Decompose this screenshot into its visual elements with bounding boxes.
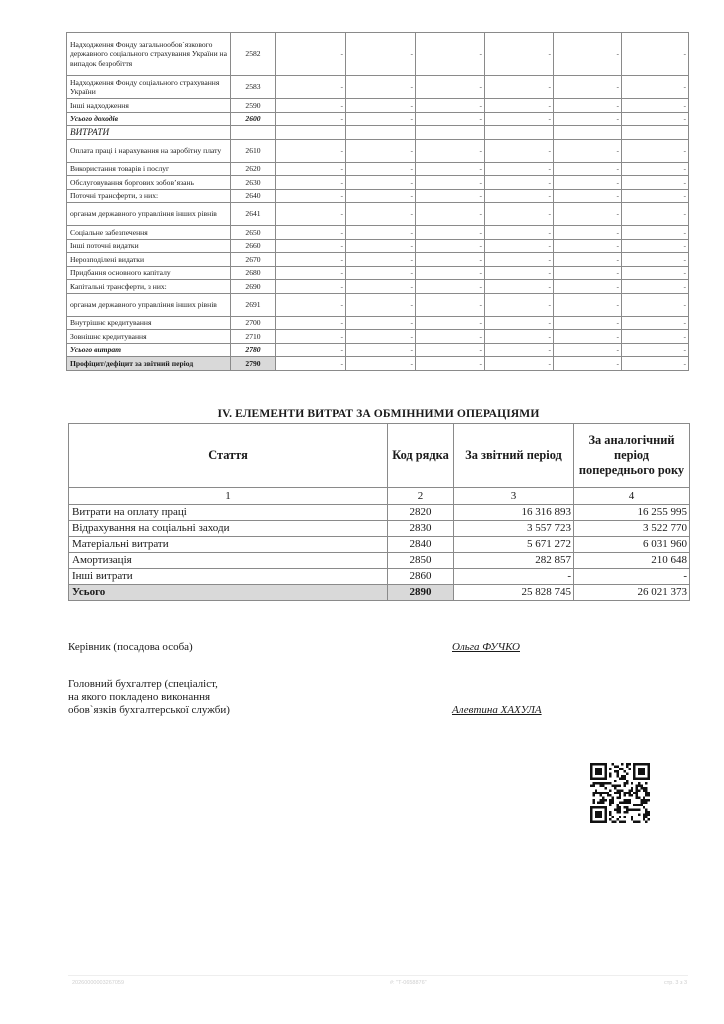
row-label: Придбання основного капіталу <box>67 266 231 280</box>
table-header-row <box>69 424 690 488</box>
row-value: - <box>554 203 622 226</box>
row-label: Внутрішнє кредитування <box>67 316 231 330</box>
row-value: - <box>416 226 485 240</box>
row-value: - <box>346 343 416 357</box>
row-code: 2840 <box>388 537 454 553</box>
row-code: 2890 <box>388 585 454 601</box>
table-row <box>69 585 690 601</box>
row-code: 2620 <box>231 162 276 176</box>
row-value: - <box>554 293 622 316</box>
footer-page-number: стр. 3 з 3 <box>664 980 688 986</box>
row-value: - <box>485 203 554 226</box>
row-label: Відрахування на соціальні заходи <box>69 521 388 537</box>
row-label: Капітальні трансферти, з них: <box>67 280 231 294</box>
row-value: - <box>485 316 554 330</box>
table-row <box>69 553 690 569</box>
row-value: - <box>485 357 554 371</box>
row-value: - <box>416 280 485 294</box>
row-value: - <box>276 239 346 253</box>
row-code: 2690 <box>231 280 276 294</box>
row-value: - <box>346 293 416 316</box>
row-value: - <box>416 203 485 226</box>
row-value: - <box>622 280 689 294</box>
row-value: - <box>346 239 416 253</box>
table-row <box>67 176 689 190</box>
previous-period-value: 6 031 960 <box>574 537 690 553</box>
row-value: - <box>276 189 346 203</box>
row-value: - <box>622 239 689 253</box>
header-row-code: Код рядка <box>388 424 454 488</box>
row-value: - <box>416 239 485 253</box>
qr-code-icon <box>590 763 650 823</box>
table-row <box>67 293 689 316</box>
row-value: - <box>346 176 416 190</box>
row-label: Надходження Фонду соціального страхування України <box>67 76 231 99</box>
row-value: - <box>416 316 485 330</box>
row-label: Усього <box>69 585 388 601</box>
row-value: - <box>416 253 485 267</box>
row-value: - <box>485 33 554 76</box>
row-value: - <box>346 357 416 371</box>
row-value: - <box>554 176 622 190</box>
row-value: - <box>485 76 554 99</box>
expense-elements-table <box>68 423 690 601</box>
row-value: - <box>622 357 689 371</box>
row-value: - <box>622 99 689 113</box>
row-value: - <box>554 189 622 203</box>
row-value: - <box>416 162 485 176</box>
row-label: Соціальне забезпечення <box>67 226 231 240</box>
row-value: - <box>416 99 485 113</box>
row-label: Використання товарів і послуг <box>67 162 231 176</box>
row-code: 2583 <box>231 76 276 99</box>
row-code: 2670 <box>231 253 276 267</box>
row-label: Витрати на оплату праці <box>69 505 388 521</box>
row-value: - <box>416 189 485 203</box>
row-value: - <box>276 76 346 99</box>
row-value <box>346 126 416 140</box>
row-value: - <box>276 139 346 162</box>
table-row <box>69 521 690 537</box>
table-row <box>69 505 690 521</box>
row-label: Поточні трансферти, з них: <box>67 189 231 203</box>
row-code: 2610 <box>231 139 276 162</box>
row-code: 2590 <box>231 99 276 113</box>
row-value <box>554 126 622 140</box>
row-code: 2780 <box>231 343 276 357</box>
row-value: - <box>276 253 346 267</box>
row-value: - <box>276 330 346 344</box>
table-row <box>67 189 689 203</box>
row-value: - <box>346 139 416 162</box>
row-value: - <box>485 139 554 162</box>
table-row <box>67 280 689 294</box>
row-value: - <box>276 162 346 176</box>
current-period-value: - <box>454 569 574 585</box>
column-number: 2 <box>388 488 454 505</box>
previous-period-value: 210 648 <box>574 553 690 569</box>
row-value: - <box>485 112 554 126</box>
header-article: Стаття <box>69 424 388 488</box>
table-row <box>67 33 689 76</box>
row-value: - <box>346 316 416 330</box>
row-label: Профіцит/дефіцит за звітний період <box>67 357 231 371</box>
row-value: - <box>554 316 622 330</box>
row-label: Надходження Фонду загальнообов`язкового державного соціального страхування України на випадок безробіття <box>67 33 231 76</box>
row-value: - <box>346 280 416 294</box>
row-value: - <box>416 357 485 371</box>
footer-reference: #: "Т-0658876" <box>390 980 427 986</box>
row-value: - <box>485 99 554 113</box>
table-row <box>67 253 689 267</box>
table-row <box>67 76 689 99</box>
row-value: - <box>622 343 689 357</box>
previous-period-value: - <box>574 569 690 585</box>
row-value <box>622 126 689 140</box>
row-label: Оплата праці і нарахування на заробітну плату <box>67 139 231 162</box>
row-value: - <box>276 226 346 240</box>
column-numbers-row <box>69 488 690 505</box>
row-label: Усього витрат <box>67 343 231 357</box>
row-value: - <box>554 239 622 253</box>
previous-period-value: 26 021 373 <box>574 585 690 601</box>
section-iv-title: IV. ЕЛЕМЕНТИ ВИТРАТ ЗА ОБМІННИМИ ОПЕРАЦІЯМИ <box>217 407 540 420</box>
row-value: - <box>554 253 622 267</box>
row-value: - <box>622 253 689 267</box>
row-code: 2850 <box>388 553 454 569</box>
row-label: органам державного управління інших рівнів <box>67 203 231 226</box>
row-value: - <box>416 330 485 344</box>
row-value: - <box>416 176 485 190</box>
table-row <box>67 266 689 280</box>
table-row <box>67 239 689 253</box>
row-code: 2691 <box>231 293 276 316</box>
row-value: - <box>276 33 346 76</box>
row-value: - <box>485 226 554 240</box>
row-value: - <box>622 226 689 240</box>
table-row <box>67 330 689 344</box>
row-value: - <box>622 139 689 162</box>
row-value: - <box>622 76 689 99</box>
row-value: - <box>554 280 622 294</box>
table-row <box>67 203 689 226</box>
row-value: - <box>346 226 416 240</box>
row-value: - <box>346 162 416 176</box>
row-value: - <box>416 139 485 162</box>
row-value: - <box>485 266 554 280</box>
row-value: - <box>346 203 416 226</box>
row-value: - <box>485 239 554 253</box>
row-value: - <box>346 112 416 126</box>
row-value: - <box>416 293 485 316</box>
row-code: 2660 <box>231 239 276 253</box>
row-code: 2600 <box>231 112 276 126</box>
row-label: Інші витрати <box>69 569 388 585</box>
row-label: органам державного управління інших рівнів <box>67 293 231 316</box>
row-value: - <box>346 330 416 344</box>
row-code: 2650 <box>231 226 276 240</box>
row-value: - <box>276 176 346 190</box>
row-value <box>276 126 346 140</box>
row-label: Інші поточні видатки <box>67 239 231 253</box>
row-value: - <box>622 293 689 316</box>
row-value: - <box>485 330 554 344</box>
row-value: - <box>485 176 554 190</box>
row-value: - <box>416 33 485 76</box>
accountant-title-line: на якого покладено виконання <box>68 691 211 703</box>
row-value: - <box>485 162 554 176</box>
row-value: - <box>346 253 416 267</box>
row-value: - <box>346 99 416 113</box>
table-row <box>67 316 689 330</box>
row-value: - <box>622 176 689 190</box>
column-number: 1 <box>69 488 388 505</box>
column-number: 4 <box>574 488 690 505</box>
financial-results-table <box>66 32 689 371</box>
accountant-title-line: Головний бухгалтер (спеціаліст, <box>68 678 218 690</box>
table-row <box>69 569 690 585</box>
row-label: Усього доходів <box>67 112 231 126</box>
row-value: - <box>276 280 346 294</box>
footer-divider <box>68 975 688 976</box>
row-value: - <box>554 357 622 371</box>
row-value: - <box>485 189 554 203</box>
head-name: Ольга ФУЧКО <box>452 641 520 653</box>
row-code: 2820 <box>388 505 454 521</box>
row-label: ВИТРАТИ <box>67 126 231 140</box>
row-value: - <box>554 33 622 76</box>
table-row <box>67 112 689 126</box>
row-code: 2582 <box>231 33 276 76</box>
row-value: - <box>485 343 554 357</box>
row-value: - <box>276 203 346 226</box>
table-row <box>67 139 689 162</box>
row-value: - <box>554 112 622 126</box>
row-value: - <box>554 162 622 176</box>
table-row <box>67 162 689 176</box>
row-value: - <box>276 357 346 371</box>
row-value: - <box>346 76 416 99</box>
row-value: - <box>485 253 554 267</box>
head-title: Керівник (посадова особа) <box>68 641 193 653</box>
row-value: - <box>622 316 689 330</box>
row-value: - <box>276 266 346 280</box>
row-code <box>231 126 276 140</box>
row-code: 2790 <box>231 357 276 371</box>
row-value: - <box>622 33 689 76</box>
previous-period-value: 16 255 995 <box>574 505 690 521</box>
current-period-value: 16 316 893 <box>454 505 574 521</box>
row-code: 2710 <box>231 330 276 344</box>
footer-document-id: 20260000003267059 <box>72 980 125 986</box>
accountant-name: Алевтина ХАХУЛА <box>452 704 542 716</box>
row-value: - <box>554 99 622 113</box>
row-value: - <box>622 112 689 126</box>
row-value: - <box>276 99 346 113</box>
row-value: - <box>485 293 554 316</box>
row-code: 2830 <box>388 521 454 537</box>
row-value: - <box>416 76 485 99</box>
row-value: - <box>622 162 689 176</box>
row-value: - <box>554 343 622 357</box>
row-value: - <box>622 203 689 226</box>
row-value: - <box>554 330 622 344</box>
row-value <box>485 126 554 140</box>
row-value: - <box>346 266 416 280</box>
current-period-value: 25 828 745 <box>454 585 574 601</box>
row-code: 2630 <box>231 176 276 190</box>
row-value: - <box>622 266 689 280</box>
row-value: - <box>485 280 554 294</box>
row-label: Матеріальні витрати <box>69 537 388 553</box>
row-value: - <box>554 139 622 162</box>
previous-period-value: 3 522 770 <box>574 521 690 537</box>
row-label: Нерозподілені видатки <box>67 253 231 267</box>
row-value: - <box>416 343 485 357</box>
header-current-period: За звітний період <box>454 424 574 488</box>
accountant-title-line: обов`язків бухгалтерської служби) <box>68 704 230 716</box>
row-code: 2640 <box>231 189 276 203</box>
current-period-value: 3 557 723 <box>454 521 574 537</box>
row-code: 2680 <box>231 266 276 280</box>
table-row <box>67 226 689 240</box>
row-label: Інші надходження <box>67 99 231 113</box>
current-period-value: 282 857 <box>454 553 574 569</box>
row-value: - <box>622 330 689 344</box>
row-code: 2641 <box>231 203 276 226</box>
table-row <box>69 537 690 553</box>
row-value: - <box>554 226 622 240</box>
row-code: 2860 <box>388 569 454 585</box>
column-number: 3 <box>454 488 574 505</box>
row-value: - <box>554 76 622 99</box>
current-period-value: 5 671 272 <box>454 537 574 553</box>
row-value: - <box>416 266 485 280</box>
row-value: - <box>554 266 622 280</box>
table-row <box>67 357 689 371</box>
row-label: Амортизація <box>69 553 388 569</box>
accountant-title <box>68 678 230 717</box>
row-value: - <box>276 293 346 316</box>
row-label: Обслуговування боргових зобов’язань <box>67 176 231 190</box>
row-value: - <box>276 112 346 126</box>
table-row <box>67 126 689 140</box>
row-value: - <box>346 33 416 76</box>
row-value: - <box>346 189 416 203</box>
row-code: 2700 <box>231 316 276 330</box>
table-row <box>67 343 689 357</box>
header-previous-period: За аналогічний період попереднього року <box>574 424 690 488</box>
row-value: - <box>276 316 346 330</box>
row-value: - <box>622 189 689 203</box>
row-value <box>416 126 485 140</box>
row-label: Зовнішнє кредитування <box>67 330 231 344</box>
row-value: - <box>276 343 346 357</box>
table-row <box>67 99 689 113</box>
row-value: - <box>416 112 485 126</box>
